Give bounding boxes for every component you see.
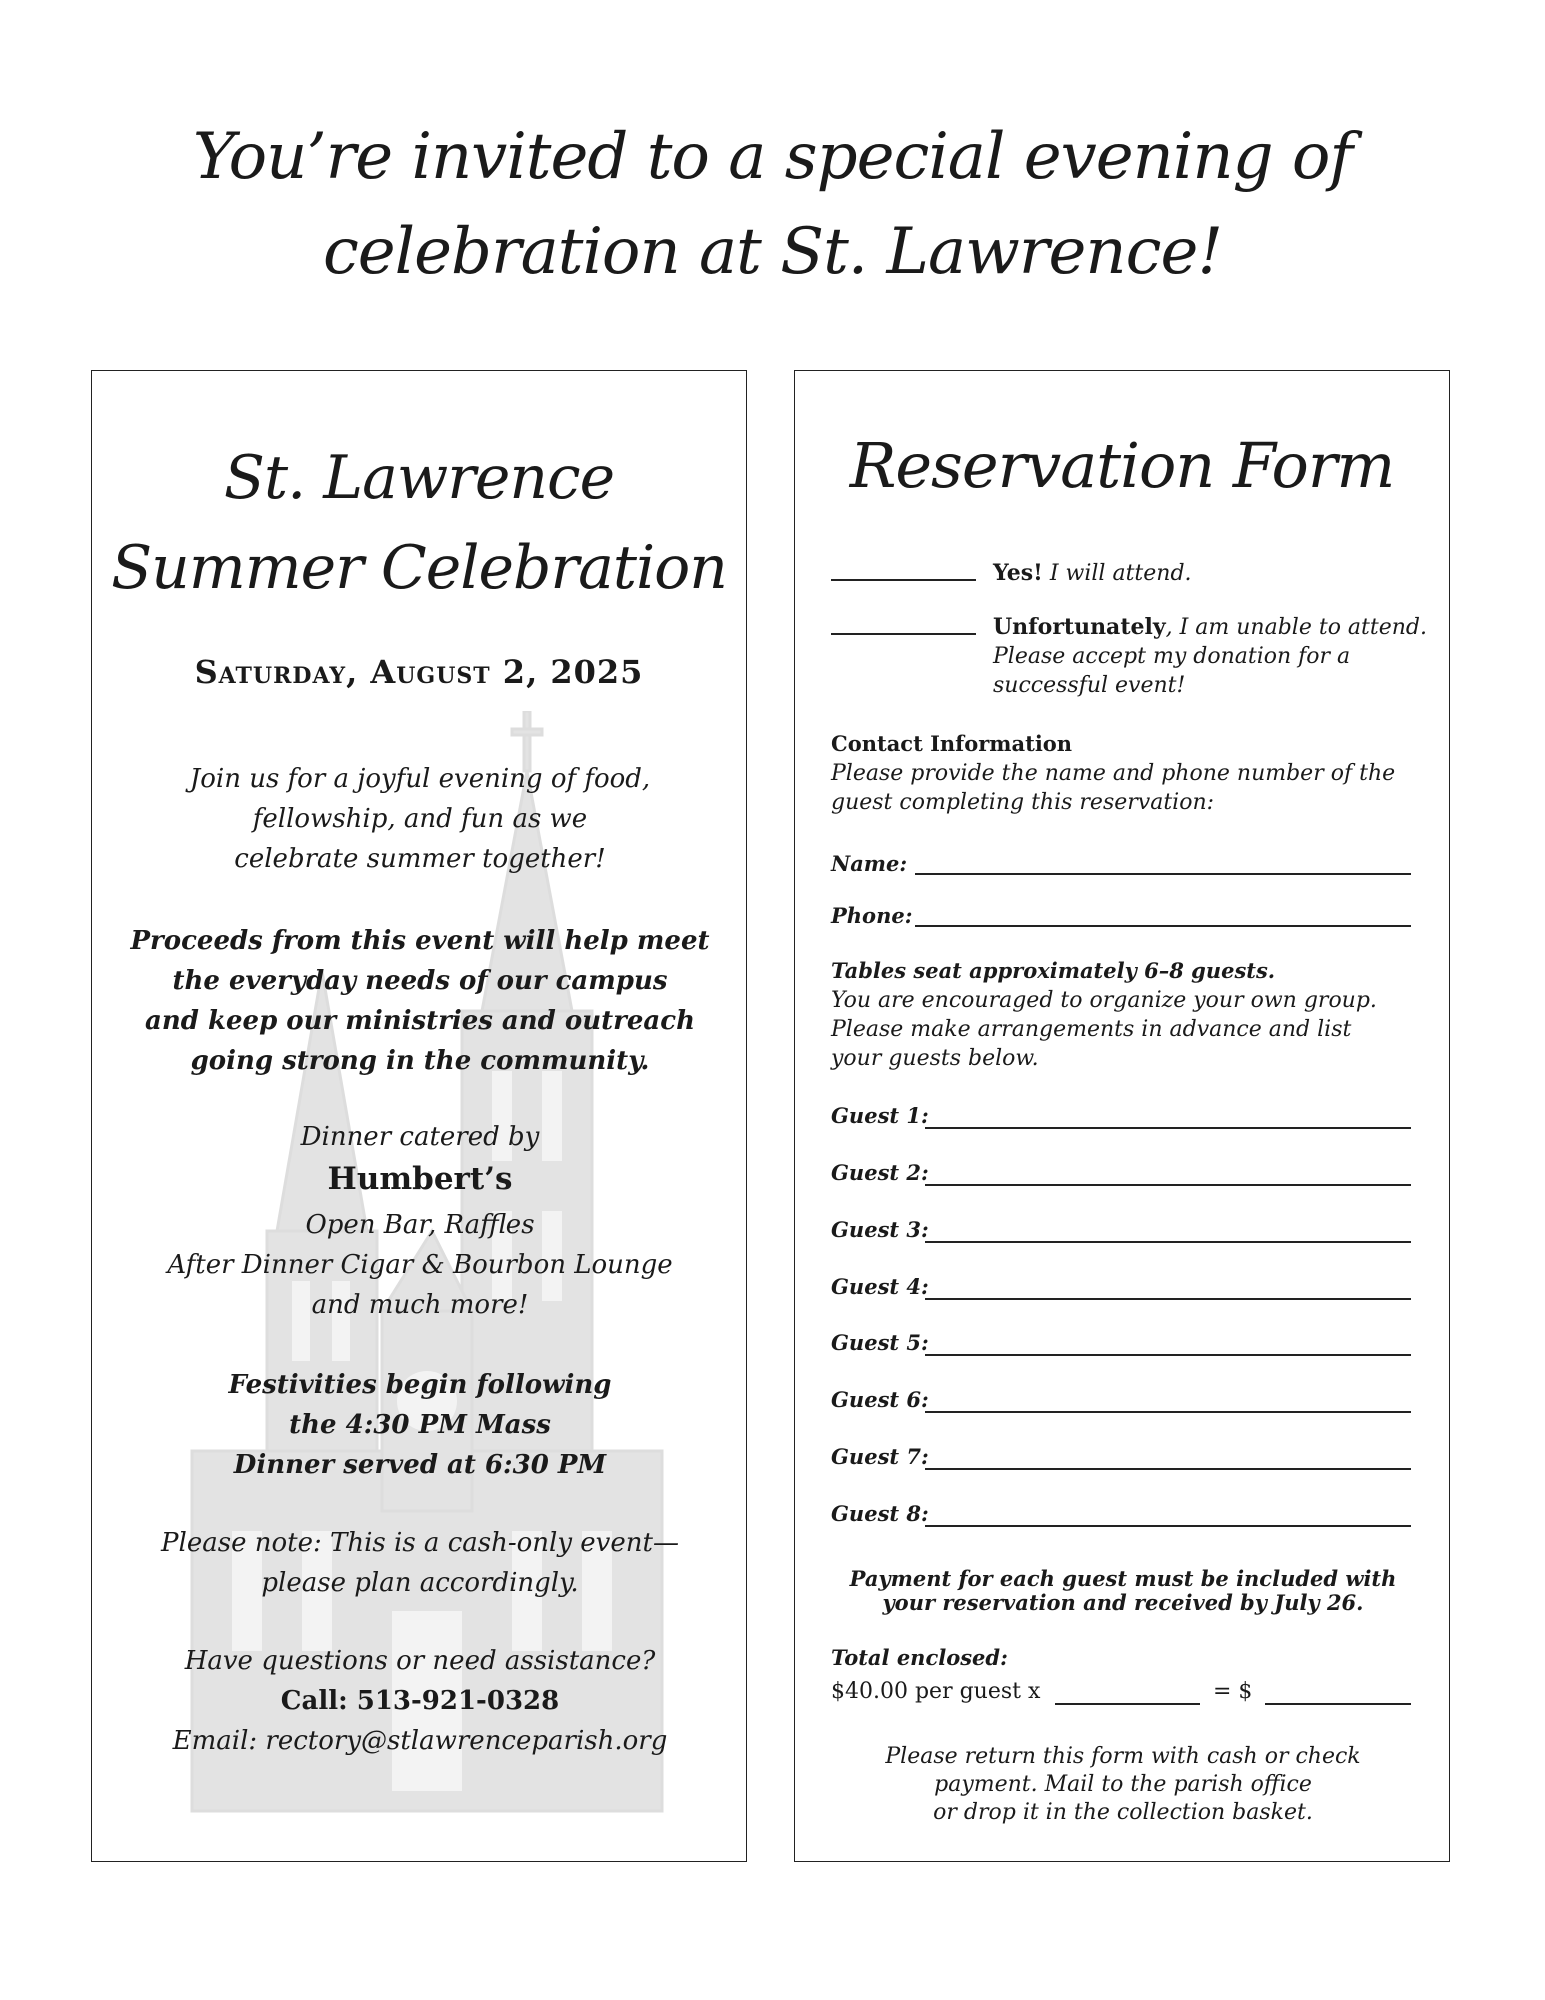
- price-per-guest: $40.00 per guest x: [831, 1679, 1041, 1704]
- extras-text: Open Bar, Raffles After Dinner Cigar & Bourbon Lounge and much more!: [167, 1210, 673, 1320]
- attend-no-text: Unfortunately, I am unable to attend. Please accept my donation for a successful event!: [993, 614, 1427, 698]
- payment-note: Payment for each guest must be included with your reservation and received by July 26.: [849, 1566, 1397, 1615]
- guest-1-label: Guest 1:: [831, 1103, 929, 1128]
- total-enclosed-label: Total enclosed:: [831, 1645, 1008, 1670]
- header-line-2: celebration at St. Lawrence!: [322, 215, 1223, 289]
- guest-7-field[interactable]: [925, 1468, 1411, 1470]
- proceeds-text: Proceeds from this event will help meet the everyday needs of our campus and keep our ministries and outreach going strong in the community.: [130, 926, 710, 1076]
- name-field[interactable]: [915, 873, 1411, 875]
- guest-1-field[interactable]: [925, 1127, 1411, 1129]
- tables-heading: Tables seat approximately 6–8 guests.: [831, 958, 1276, 983]
- header-line-1: You’re invited to a special evening of: [192, 120, 1353, 194]
- guest-6-label: Guest 6:: [831, 1387, 929, 1412]
- event-title-line-2: Summer Celebration: [111, 533, 727, 603]
- intro-text: Join us for a joyful evening of food, fellowship, and fun as we celebrate summer together!: [189, 764, 651, 874]
- guest-2-field[interactable]: [925, 1184, 1411, 1186]
- event-title-line-1: St. Lawrence: [223, 443, 615, 513]
- email-contact: Email: rectory@stlawrenceparish.org: [172, 1726, 668, 1756]
- dinner-by-text: Dinner catered by: [300, 1122, 540, 1152]
- phone-field[interactable]: [915, 925, 1411, 927]
- guest-3-field[interactable]: [925, 1241, 1411, 1243]
- questions-text: Have questions or need assistance?: [184, 1646, 656, 1676]
- contact-heading: Contact Information: [831, 731, 1073, 756]
- attend-yes-blank[interactable]: [831, 579, 976, 581]
- form-title: Reservation Form: [849, 429, 1395, 502]
- attend-no-blank[interactable]: [831, 633, 976, 635]
- guest-2-label: Guest 2:: [831, 1160, 929, 1185]
- invitation-header: [0, 110, 1545, 300]
- guest-3-label: Guest 3:: [831, 1217, 929, 1242]
- guest-4-field[interactable]: [925, 1298, 1411, 1300]
- event-date: Saturday, August 2, 2025: [194, 653, 644, 691]
- guest-6-field[interactable]: [925, 1411, 1411, 1413]
- guest-8-label: Guest 8:: [831, 1501, 929, 1526]
- guest-4-label: Guest 4:: [831, 1274, 929, 1299]
- return-instructions: Please return this form with cash or check payment. Mail to the parish office or drop it in the collection basket.: [885, 1744, 1361, 1825]
- call-phone: Call: 513-921-0328: [280, 1686, 560, 1716]
- guest-7-label: Guest 7:: [831, 1444, 929, 1469]
- contact-instructions: Please provide the name and phone number of the guest completing this reservation:: [831, 761, 1396, 815]
- name-label: Name:: [831, 851, 908, 876]
- cash-only-note: Please note: This is a cash-only event— please plan accordingly.: [161, 1528, 679, 1598]
- guest-5-label: Guest 5:: [831, 1330, 929, 1355]
- tables-instructions: You are encouraged to organize your own group. Please make arrangements in advance and list your guests below.: [831, 988, 1377, 1071]
- guest-count-field[interactable]: [1055, 1703, 1200, 1705]
- reservation-form-card: [794, 370, 1450, 1862]
- guest-8-field[interactable]: [925, 1525, 1411, 1527]
- guest-5-field[interactable]: [925, 1354, 1411, 1356]
- attend-yes-text: Yes! I will attend.: [993, 560, 1192, 586]
- phone-label: Phone:: [831, 903, 913, 928]
- total-amount-field[interactable]: [1265, 1703, 1411, 1705]
- caterer-name: Humbert’s: [327, 1161, 513, 1197]
- equals-dollar: = $: [1213, 1679, 1253, 1704]
- event-times: Festivities begin following the 4:30 PM Mass Dinner served at 6:30 PM: [228, 1370, 612, 1480]
- event-details-card: [91, 370, 747, 1862]
